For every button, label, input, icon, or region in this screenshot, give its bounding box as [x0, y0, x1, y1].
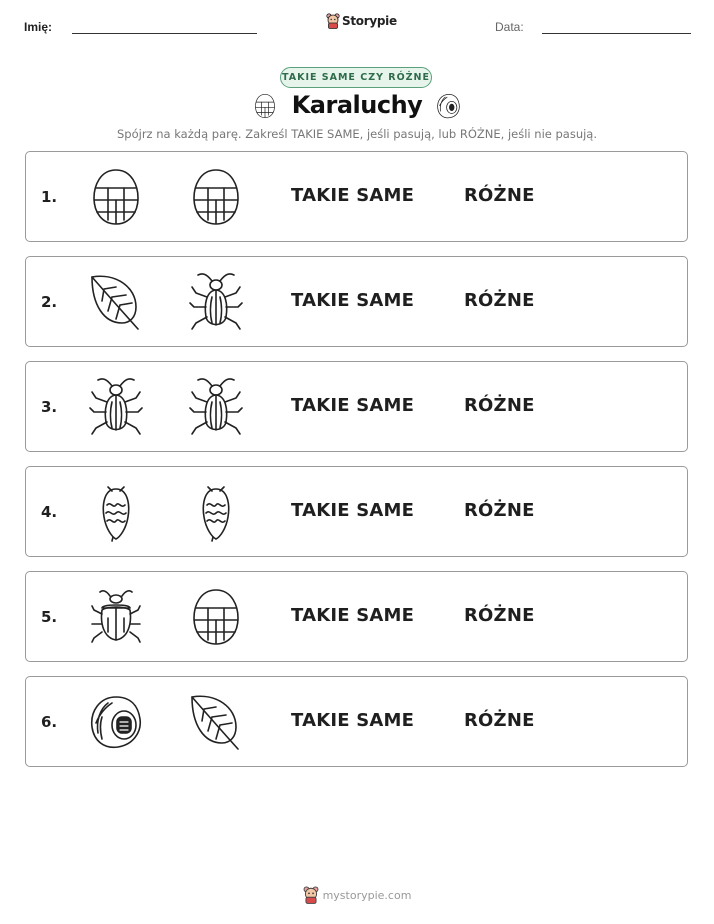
bear-logo-icon	[303, 886, 319, 904]
question-row	[25, 361, 688, 452]
option-different[interactable]: RÓŻNE	[464, 185, 535, 206]
storypie-logo	[326, 13, 397, 29]
option-different[interactable]: RÓŻNE	[464, 500, 535, 521]
option-same[interactable]: TAKIE SAME	[291, 710, 415, 731]
cockroach-icon	[186, 271, 246, 333]
row-number: 1.	[41, 188, 58, 206]
option-same[interactable]: TAKIE SAME	[291, 290, 415, 311]
nymph-icon	[86, 481, 146, 543]
name-label: Imię:	[24, 20, 53, 34]
footer	[0, 886, 714, 904]
option-same[interactable]: TAKIE SAME	[291, 185, 415, 206]
cockroach-icon	[186, 376, 246, 438]
row-number: 2.	[41, 293, 58, 311]
leaf-icon	[186, 691, 246, 753]
nymph-icon	[186, 481, 246, 543]
option-same[interactable]: TAKIE SAME	[291, 605, 415, 626]
row-number: 6.	[41, 713, 58, 731]
name-field[interactable]	[72, 33, 257, 34]
instructions: Spójrz na każdą parę. Zakreśl TAKIE SAME, jeśli pasują, lub RÓŻNE, jeśli nie pasują.	[116, 127, 598, 141]
question-row	[25, 256, 688, 347]
date-label: Data:	[495, 20, 524, 34]
option-same[interactable]: TAKIE SAME	[291, 395, 415, 416]
option-different[interactable]: RÓŻNE	[464, 710, 535, 731]
question-row	[25, 151, 688, 242]
bear-logo-icon	[326, 13, 340, 29]
question-row	[25, 571, 688, 662]
logo-text: Storypie	[342, 14, 397, 28]
footer-url[interactable]: mystorypie.com	[322, 888, 412, 902]
ootheca-icon	[186, 166, 246, 228]
leaf-icon	[86, 271, 146, 333]
page-title: Karaluchy	[291, 91, 423, 119]
ootheca-icon	[186, 586, 246, 648]
option-different[interactable]: RÓŻNE	[464, 605, 535, 626]
question-row	[25, 466, 688, 557]
cockroach-icon	[86, 376, 146, 438]
option-different[interactable]: RÓŻNE	[464, 395, 535, 416]
row-number: 4.	[41, 503, 58, 521]
option-same[interactable]: TAKIE SAME	[291, 500, 415, 521]
date-field[interactable]	[542, 33, 691, 34]
shell-icon	[434, 91, 462, 121]
beetle-icon	[86, 586, 146, 648]
row-number: 3.	[41, 398, 58, 416]
row-number: 5.	[41, 608, 58, 626]
question-row	[25, 676, 688, 767]
ootheca-icon	[86, 166, 146, 228]
option-different[interactable]: RÓŻNE	[464, 290, 535, 311]
worksheet-type-badge: TAKIE SAME CZY RÓŻNE	[280, 67, 432, 88]
shell-icon	[86, 691, 146, 753]
